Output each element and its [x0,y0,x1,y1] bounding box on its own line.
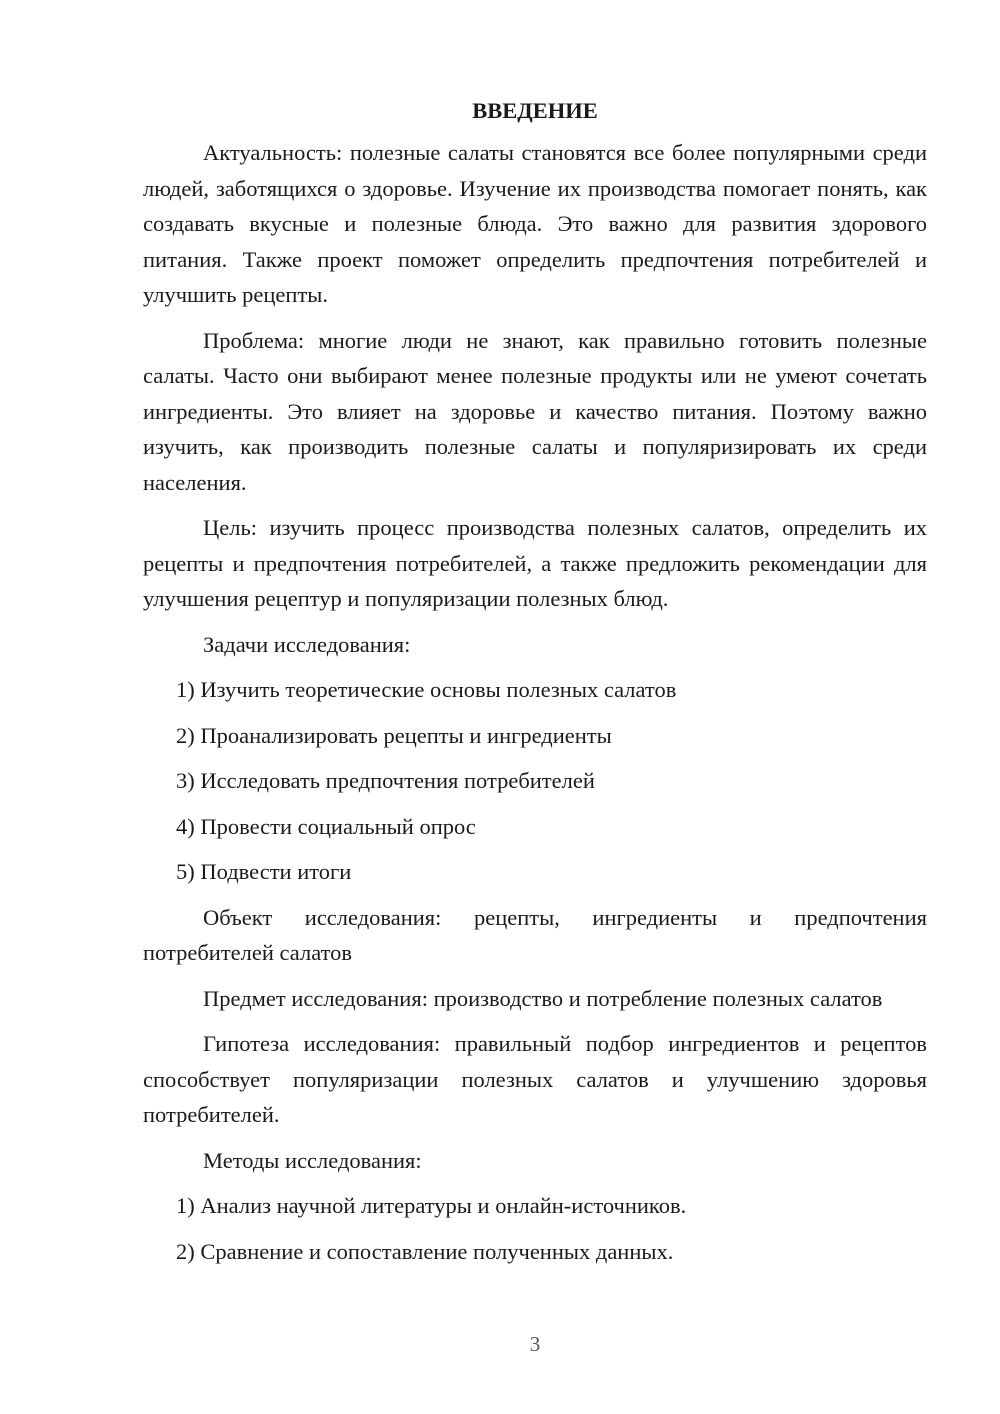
page-content [143,95,927,1269]
methods-heading: Методы исследования: [203,1147,422,1173]
subject-paragraph: Предмет исследования: производство и потребление полезных салатов [203,985,883,1011]
tasks-heading: Задачи исследования: [203,631,411,657]
task-item: 5) Подвести итоги [176,859,352,884]
relevance-paragraph: Актуальность: полезные салаты становятся все более популярными среди людей, заботящихся о здоровье. Изучение их производства помогает понять, как создавать вкусные и полезные блюда. Это важно для развития здорового питания. Также проект поможет определить предпочтения потребителей и улучшить рецепты. [143,140,927,307]
task-item: 2) Проанализировать рецепты и ингредиенты [176,722,612,748]
task-item: 4) Провести социальный опрос [176,813,476,839]
goal-paragraph: Цель: изучить процесс производства полезных салатов, определить их рецепты и предпочтения потребителей, а также предложить рекомендации для улучшения рецептур и популяризации полезных блюд. [143,515,927,611]
task-item: 1) Изучить теоретические основы полезных салатов [176,677,677,702]
hypothesis-paragraph: Гипотеза исследования: правильный подбор ингредиентов и рецептов способствует популяризации полезных салатов и улучшению здоровья потребителей. [143,1031,927,1127]
problem-paragraph: Проблема: многие люди не знают, как правильно готовить полезные салаты. Часто они выбирают менее полезные продукты или не умеют сочетать ингредиенты. Это влияет на здоровье и качество питания. Поэтому важно изучить, как производить полезные салаты и популяризировать их среди населения. [143,327,927,495]
method-item: 1) Анализ научной литературы и онлайн-источников. [176,1193,687,1218]
page-title: ВВЕДЕНИЕ [472,98,598,123]
task-item: 3) Исследовать предпочтения потребителей [176,768,595,793]
method-item: 2) Сравнение и сопоставление полученных данных. [176,1238,674,1264]
page-number: 3 [529,1332,541,1356]
object-paragraph: Объект исследования: рецепты, ингредиенты и предпочтения потребителей салатов [143,904,927,965]
